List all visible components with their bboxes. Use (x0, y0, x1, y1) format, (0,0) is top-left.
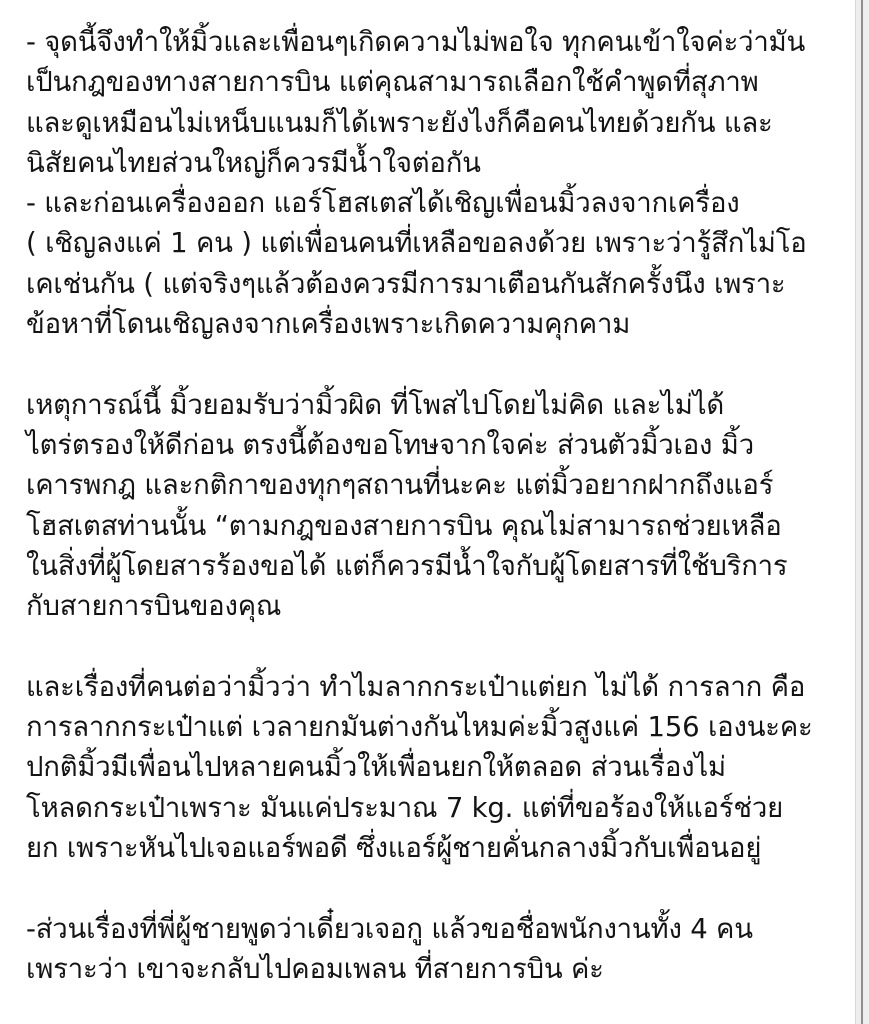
text-line: ในสิ่งที่ผู้โดยสารร้องขอได้ แต่ก็ควรมีน้ำใจกับผู้โดยสารที่ใช้บริการ (26, 549, 788, 582)
text-line: และเรื่องที่คนต่อว่ามิ้วว่า ทำไมลากกระเป๋าแต่ยก ไม่ได้ การลาก คือ (26, 670, 806, 703)
text-line: เป็นกฎของทางสายการบิน แต่คุณสามารถเลือกใช้คำพูดที่สุภาพ (26, 66, 759, 99)
text-line: เพราะว่า เขาจะกลับไปคอมเพลน ที่สายการบิน ค่ะ (26, 952, 604, 985)
text-line: การลากกระเป๋าแต่ เวลายกมันต่างกันไหมค่ะมิ้วสูงแค่ 156 เองนะคะ (26, 711, 813, 744)
text-line: ข้อหาที่โดนเชิญลงจากเครื่องเพราะเกิดความคุกคาม (26, 308, 631, 341)
text-line: ยก เพราะหันไปเจอแอร์พอดี ซึ่งแอร์ผู้ชายคั่นกลางมิ้วกับเพื่อนอยู่ (26, 831, 762, 864)
post-text-body (26, 22, 841, 989)
paragraph-luggage (26, 667, 841, 868)
text-line: ปกติมิ้วมีเพื่อนไปหลายคนมิ้วให้เพื่อนยกให้ตลอด ส่วนเรื่องไม่ (26, 751, 726, 784)
paragraph-apology (26, 385, 841, 627)
text-line: นิสัยคนไทยส่วนใหญ่ก็ควรมีน้ำใจต่อกัน (26, 146, 481, 179)
scrollbar-thumb[interactable] (861, 0, 863, 1024)
text-line: ไตร่ตรองให้ดีก่อน ตรงนี้ต้องขอโทษจากใจค่ะ ส่วนตัวมิ้วเอง มิ้ว (26, 428, 754, 461)
text-line: - จุดนี้จึงทำให้มิ้วและเพื่อนๆเกิดความไม่พอใจ ทุกคนเข้าใจค่ะว่ามัน (26, 26, 806, 58)
text-line: กับสายการบินของคุณ (26, 590, 282, 623)
text-line: - และก่อนเครื่องออก แอร์โฮสเตสได้เชิญเพื่อนมิ้วลงจากเครื่อง (26, 187, 740, 220)
paragraph-gap (26, 344, 841, 384)
paragraph-gap (26, 626, 841, 666)
paragraph-complaint (26, 22, 841, 344)
paragraph-staff-names (26, 909, 841, 990)
text-line: โฮสเตสท่านนั้น “ตามกฎของสายการบิน คุณไม่สามารถช่วยเหลือ (26, 509, 782, 542)
text-line: เคารพกฎ และกติกาของทุกๆสถานที่นะคะ แต่มิ้วอยากฝากถึงแอร์ (26, 469, 774, 502)
text-line: และดูเหมือนไม่เหน็บแนมก็ได้เพราะยังไงก็คือคนไทยด้วยกัน และ (26, 106, 773, 139)
text-line: เคเช่นกัน ( แต่จริงๆแล้วต้องควรมีการมาเตือนกันสักครั้งนึง เพราะ (26, 267, 786, 300)
text-line: เหตุการณ์นี้ มิ้วยอมรับว่ามิ้วผิด ที่โพสไปโดยไม่คิด และไม่ได้ (26, 388, 725, 421)
text-line: โหลดกระเป๋าเพราะ มันแค่ประมาณ 7 kg. แต่ที่ขอร้องให้แอร์ช่วย (26, 791, 784, 824)
text-line: -ส่วนเรื่องที่พี่ผู้ชายพูดว่าเดี๋ยวเจอกู แล้วขอชื่อพนักงานทั้ง 4 คน (26, 912, 753, 945)
text-line: ( เชิญลงแค่ 1 คน ) แต่เพื่อนคนที่เหลือขอลงด้วย เพราะว่ารู้สึกไม่โอ (26, 227, 807, 260)
paragraph-gap (26, 868, 841, 908)
